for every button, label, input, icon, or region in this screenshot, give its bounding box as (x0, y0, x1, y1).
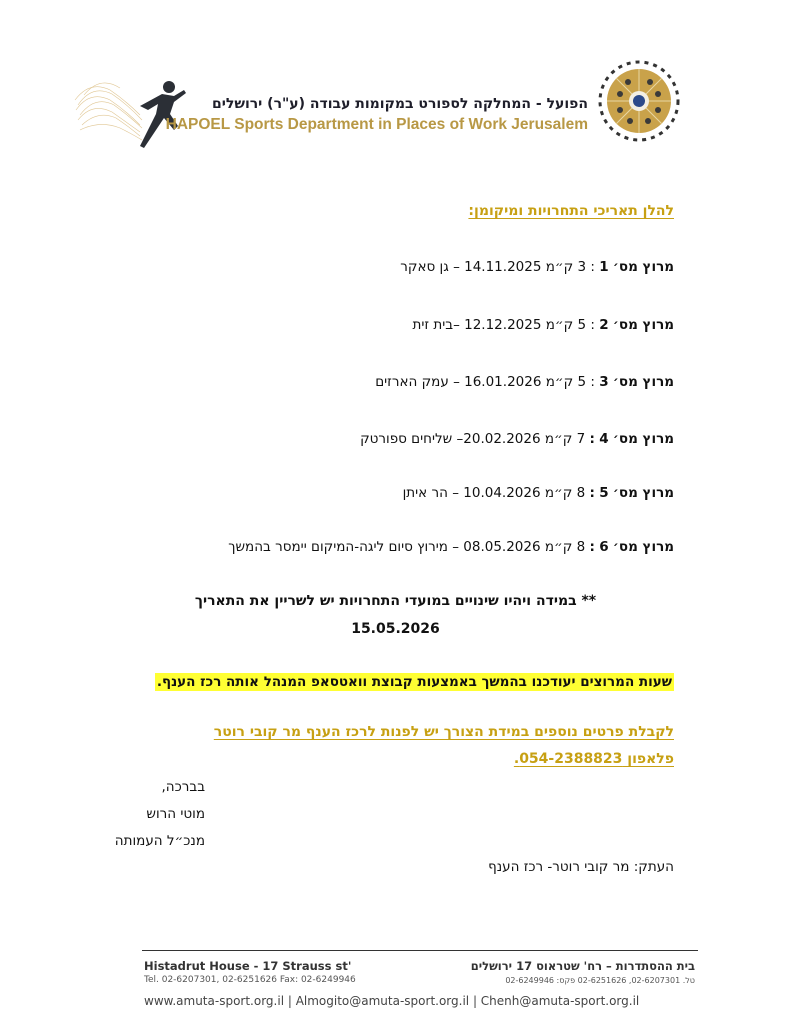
whatsapp-notice: שעות המרוצים יעודכנו בהמשך באמצעות קבוצת וואטסאפ המנהל אותה רכז הענף. (156, 674, 672, 690)
signature-greeting: בברכה, (161, 779, 205, 795)
race-row (360, 431, 674, 447)
race-number: 1 (599, 259, 609, 275)
race-number: 4 (599, 431, 609, 447)
race-details: 5 ק״מ 12.12.2025 –בית זית (412, 317, 591, 333)
race-details: 8 ק״מ 10.04.2026 – הר איתן (402, 485, 590, 501)
signature-name: מוטי הרוש (146, 806, 205, 822)
race-number: 3 (599, 374, 609, 390)
race-separator: : (589, 539, 595, 555)
footer-address-hebrew: בית ההסתדרות – רח' שטראוס 17 ירושלים (470, 959, 695, 973)
race-separator: : (590, 317, 595, 333)
race-separator: : (589, 485, 595, 501)
race-details: 7 ק״מ 20.02.2026– שליחים ספורטק (360, 431, 590, 447)
signature-role: מנכ״ל העמותה (114, 833, 205, 849)
cc-line: העתק: מר קובי רוטר- רכז הענף (488, 859, 674, 875)
race-details: 5 ק״מ 16.01.2026 – עמק הארזים (375, 374, 591, 390)
contact-info: לקבלת פרטים נוספים במידת הצורך יש לפנות לרכז הענף מר קובי רוטר (213, 724, 674, 740)
race-details: 8 ק״מ 08.05.2026 – מירוץ סיום ליגה-המיקום יימסר בהמשך (228, 539, 590, 555)
footer-phones-english: Tel. 02-6207301, 02-6251626 Fax: 02-6249946 (144, 975, 356, 985)
runner-logo-icon (70, 70, 190, 160)
race-label: מרוץ מס׳ (612, 539, 674, 555)
contact-phone: פלאפון 054-2388823. (513, 751, 674, 767)
race-label: מרוץ מס׳ (612, 374, 674, 390)
letterhead (60, 40, 700, 180)
race-label: מרוץ מס׳ (612, 259, 674, 275)
race-number: 2 (599, 317, 609, 333)
race-number: 6 (599, 539, 609, 555)
sports-emblem-icon (596, 58, 682, 144)
reserve-date: 15.05.2026 (351, 621, 440, 637)
race-label: מרוץ מס׳ (612, 485, 674, 501)
race-label: מרוץ מס׳ (612, 317, 674, 333)
footer-divider (142, 950, 698, 951)
race-label: מרוץ מס׳ (612, 431, 674, 447)
race-details: 3 ק״מ 14.11.2025 – גן סאקר (400, 259, 591, 275)
schedule-heading: להלן תאריכי התחרויות ומיקומן: (468, 203, 674, 219)
race-separator: : (590, 259, 595, 275)
footer-address-english: Histadrut House - 17 Strauss st' (144, 959, 352, 973)
race-separator: : (589, 431, 595, 447)
race-row (400, 259, 674, 275)
race-row (413, 317, 674, 333)
race-row (375, 374, 674, 390)
race-row (228, 539, 674, 555)
race-number: 5 (599, 485, 609, 501)
header-title-english: HAPOEL Sports Department in Places of Work Jerusalem (165, 116, 588, 133)
footer-phones-hebrew: טל. 02-6207301, 02-6251626 פקס: 02-6249946 (505, 976, 695, 985)
reserve-date-note: ** במידה ויהיו שינויים במועדי התחרויות יש לשריין את התאריך (194, 593, 597, 609)
footer-web-emails: www.amuta-sport.org.il | Almogito@amuta-sport.org.il | Chenh@amuta-sport.org.il (144, 994, 640, 1008)
race-separator: : (590, 374, 595, 390)
race-row (403, 485, 674, 501)
header-title-hebrew: הפועל - המחלקה לספורט במקומות עבודה (ע"ר) ירושלים (211, 96, 588, 112)
